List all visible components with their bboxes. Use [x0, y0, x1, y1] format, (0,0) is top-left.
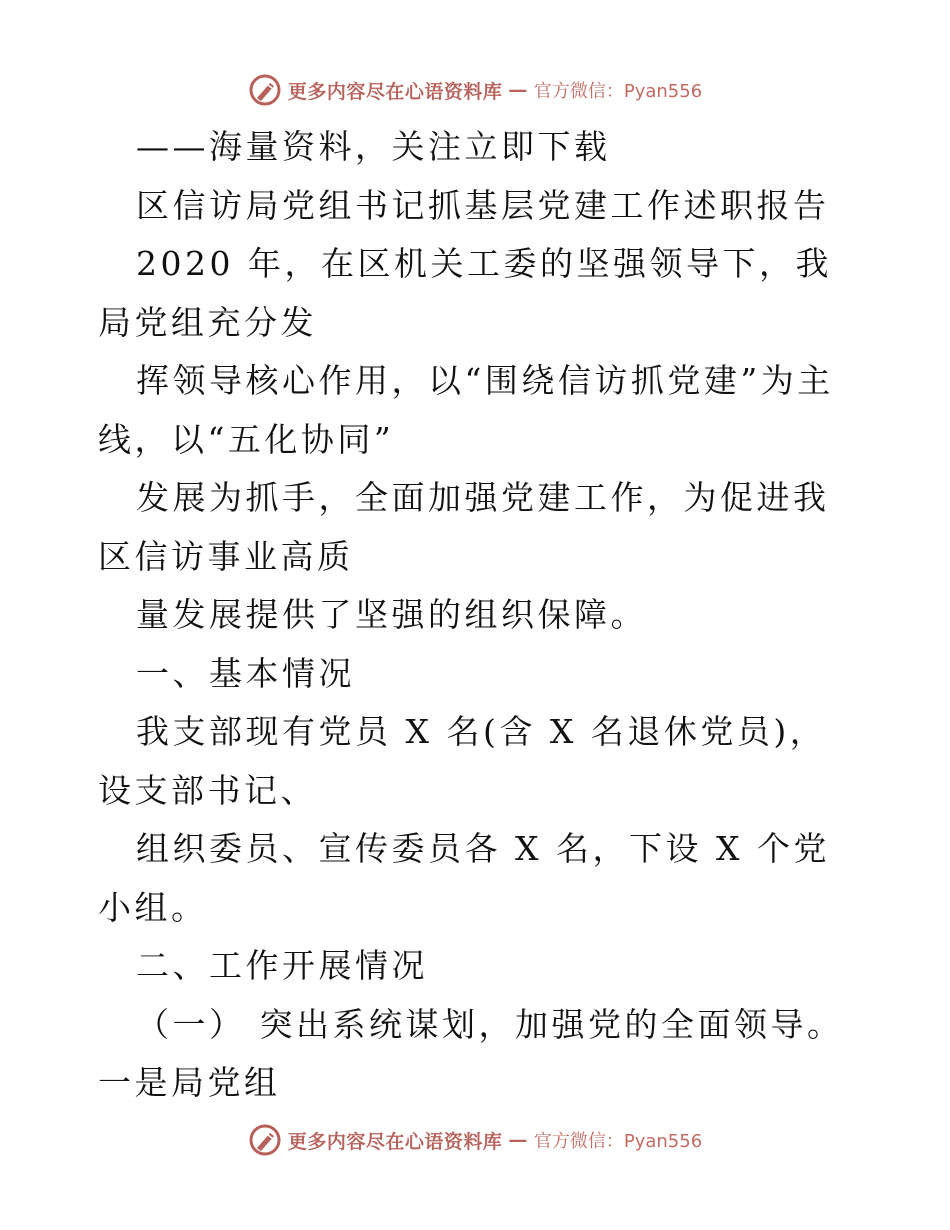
paragraph: 2020 年，在区机关工委的坚强领导下，我局党组充分发 — [98, 244, 832, 342]
paragraph: 挥领导核心作用，以“围绕信访抓党建”为主线，以“五化协同” — [98, 361, 834, 459]
watermark-header — [0, 70, 950, 110]
paragraph: 组织委员、宣传委员各 X 名，下设 X 个党小组。 — [98, 829, 830, 927]
watermark-text: 更多内容尽在心语资料库 — [287, 80, 503, 103]
pen-logo-icon — [248, 1123, 282, 1157]
document-title: 区信访局党组书记抓基层党建工作述职报告 — [136, 185, 830, 225]
watermark-text: 更多内容尽在心语资料库 — [287, 1130, 503, 1153]
pen-logo-icon — [248, 73, 282, 107]
paragraph: ——海量资料，关注立即下载 — [136, 127, 611, 166]
section-heading: 二、工作开展情况 — [136, 946, 428, 985]
document-body — [98, 118, 858, 1113]
paragraph: （一） 突出系统谋划，加强党的全面领导。 一是局党组 — [98, 1004, 844, 1102]
watermark-contact: 官方微信：Pyan556 — [533, 1131, 703, 1152]
watermark-separator: — — [508, 1129, 528, 1151]
watermark-footer — [0, 1120, 950, 1160]
section-heading: 一、基本情况 — [136, 653, 355, 693]
paragraph: 量发展提供了坚强的组织保障。 — [136, 595, 647, 634]
paragraph: 发展为抓手，全面加强党建工作，为促进我区信访事业高质 — [98, 478, 830, 576]
paragraph: 我支部现有党员 X 名(含 X 名退休党员)，设支部书记、 — [98, 712, 827, 810]
watermark-contact: 官方微信：Pyan556 — [533, 81, 703, 102]
watermark-separator: — — [508, 79, 528, 101]
